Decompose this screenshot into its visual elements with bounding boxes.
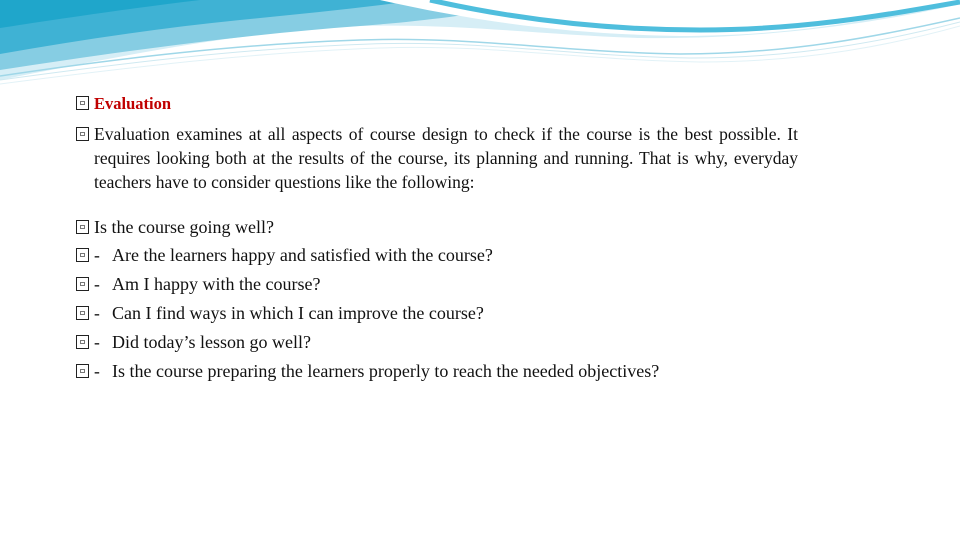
dash-marker: - (94, 274, 100, 294)
dash-marker: - (94, 303, 100, 323)
dash-marker: - (94, 332, 100, 352)
dash-marker: - (94, 245, 100, 265)
square-bullet-icon (76, 248, 89, 262)
square-bullet-icon (76, 220, 89, 234)
heading-text: Evaluation (94, 94, 172, 113)
list-item (76, 359, 659, 383)
square-bullet-icon (76, 277, 89, 291)
square-bullet-icon (76, 96, 89, 110)
list-item (76, 330, 311, 354)
square-bullet-icon (76, 306, 89, 320)
paragraph-text: Evaluation examines at all aspects of course design to check if the course is the best possible. It requires looking both at the results of the course, its planning and running. That is why, everyday teachers have to consider questions like the following: (94, 124, 798, 192)
question-text: Did today’s lesson go well? (112, 332, 311, 352)
header-wave-decoration (0, 0, 960, 90)
question-text: Am I happy with the course? (112, 274, 321, 294)
square-bullet-icon (76, 364, 89, 378)
list-item (76, 272, 320, 296)
main-question (76, 215, 274, 239)
main-question-text: Is the course going well? (94, 217, 274, 237)
square-bullet-icon (76, 335, 89, 349)
question-text: Is the course preparing the learners properly to reach the needed objectives? (112, 361, 660, 381)
question-text: Are the learners happy and satisfied with the course? (112, 245, 493, 265)
section-heading (76, 92, 171, 116)
list-item (76, 301, 484, 325)
list-item (76, 243, 493, 267)
question-text: Can I find ways in which I can improve the course? (112, 303, 484, 323)
square-bullet-icon (76, 127, 89, 141)
dash-marker: - (94, 361, 100, 381)
